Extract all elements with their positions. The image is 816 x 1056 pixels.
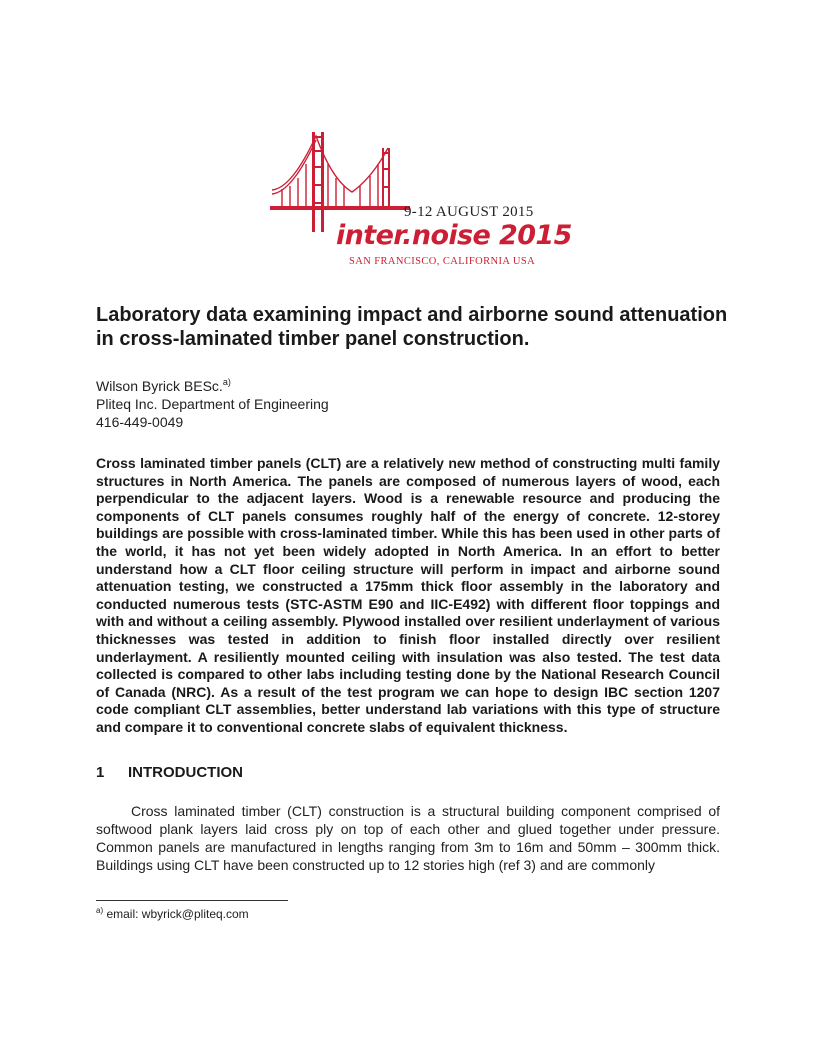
- conference-date: 9-12 AUGUST 2015: [404, 204, 534, 220]
- section-heading: [96, 764, 243, 781]
- section-number: 1: [96, 764, 105, 781]
- author-line: [96, 373, 329, 395]
- author-phone: 416-449-0049: [96, 414, 184, 430]
- footnote-mark: a): [96, 906, 104, 915]
- footnote: [96, 906, 249, 921]
- conference-name: inter.noise 2015: [336, 220, 572, 251]
- author-block: [96, 373, 329, 431]
- introduction-paragraph: Cross laminated timber (CLT) construction is a structural building component comprised of softwood plank layers laid cross ply on top of each other and glued together under pressure. Common panels are manufactured in lengths ranging from 3m to 16m and 50mm – 300mm thick. Buildings using CLT have been constructed up to 12 stories high (ref 3) and are commonly: [96, 803, 720, 873]
- footnote-divider: [96, 900, 288, 901]
- author-name: Wilson Byrick BESc.: [96, 378, 223, 394]
- paper-title: Laboratory data examining impact and airborne sound attenuation in cross-laminated timber panel construction.: [96, 304, 728, 350]
- author-footnote-mark: a): [222, 377, 231, 387]
- footnote-text: email: wbyrick@pliteq.com: [103, 907, 249, 921]
- section-title: INTRODUCTION: [128, 764, 243, 781]
- conference-location: SAN FRANCISCO, CALIFORNIA USA: [349, 256, 536, 267]
- abstract: Cross laminated timber panels (CLT) are a relatively new method of constructing multi family structures in North America. The panels are composed of numerous layers of wood, each perpendicular to the adjacent layers. Wood is a renewable resource and producing the components of CLT panels consumes roughly half of the energy of concrete. 12-storey buildings are possible with cross-laminated timber. While this has been used in other parts of the world, it has not yet been widely adopted in North America. In an effort to better understand how a CLT floor ceiling structure will perform in impact and airborne sound attenuation testing, we constructed a 175mm thick floor assembly in the laboratory and conducted numerous tests (STC-ASTM E90 and IIC-E492) with different floor toppings and with and without a ceiling assembly. Plywood installed over resilient underlayment of various thicknesses was tested in addition to finish floor installed directly over resilient underlayment. A resiliently mounted ceiling with insulation was also tested. The test data collected is compared to other labs including testing done by the National Research Council of Canada (NRC). As a result of the test program we can hope to design IBC section 1207 code compliant CLT assemblies, better understand lab variations with this type of structure and compare it to conventional concrete slabs of equivalent thickness.: [96, 455, 720, 735]
- conference-logo: [270, 128, 572, 270]
- author-affiliation: Pliteq Inc. Department of Engineering: [96, 396, 329, 412]
